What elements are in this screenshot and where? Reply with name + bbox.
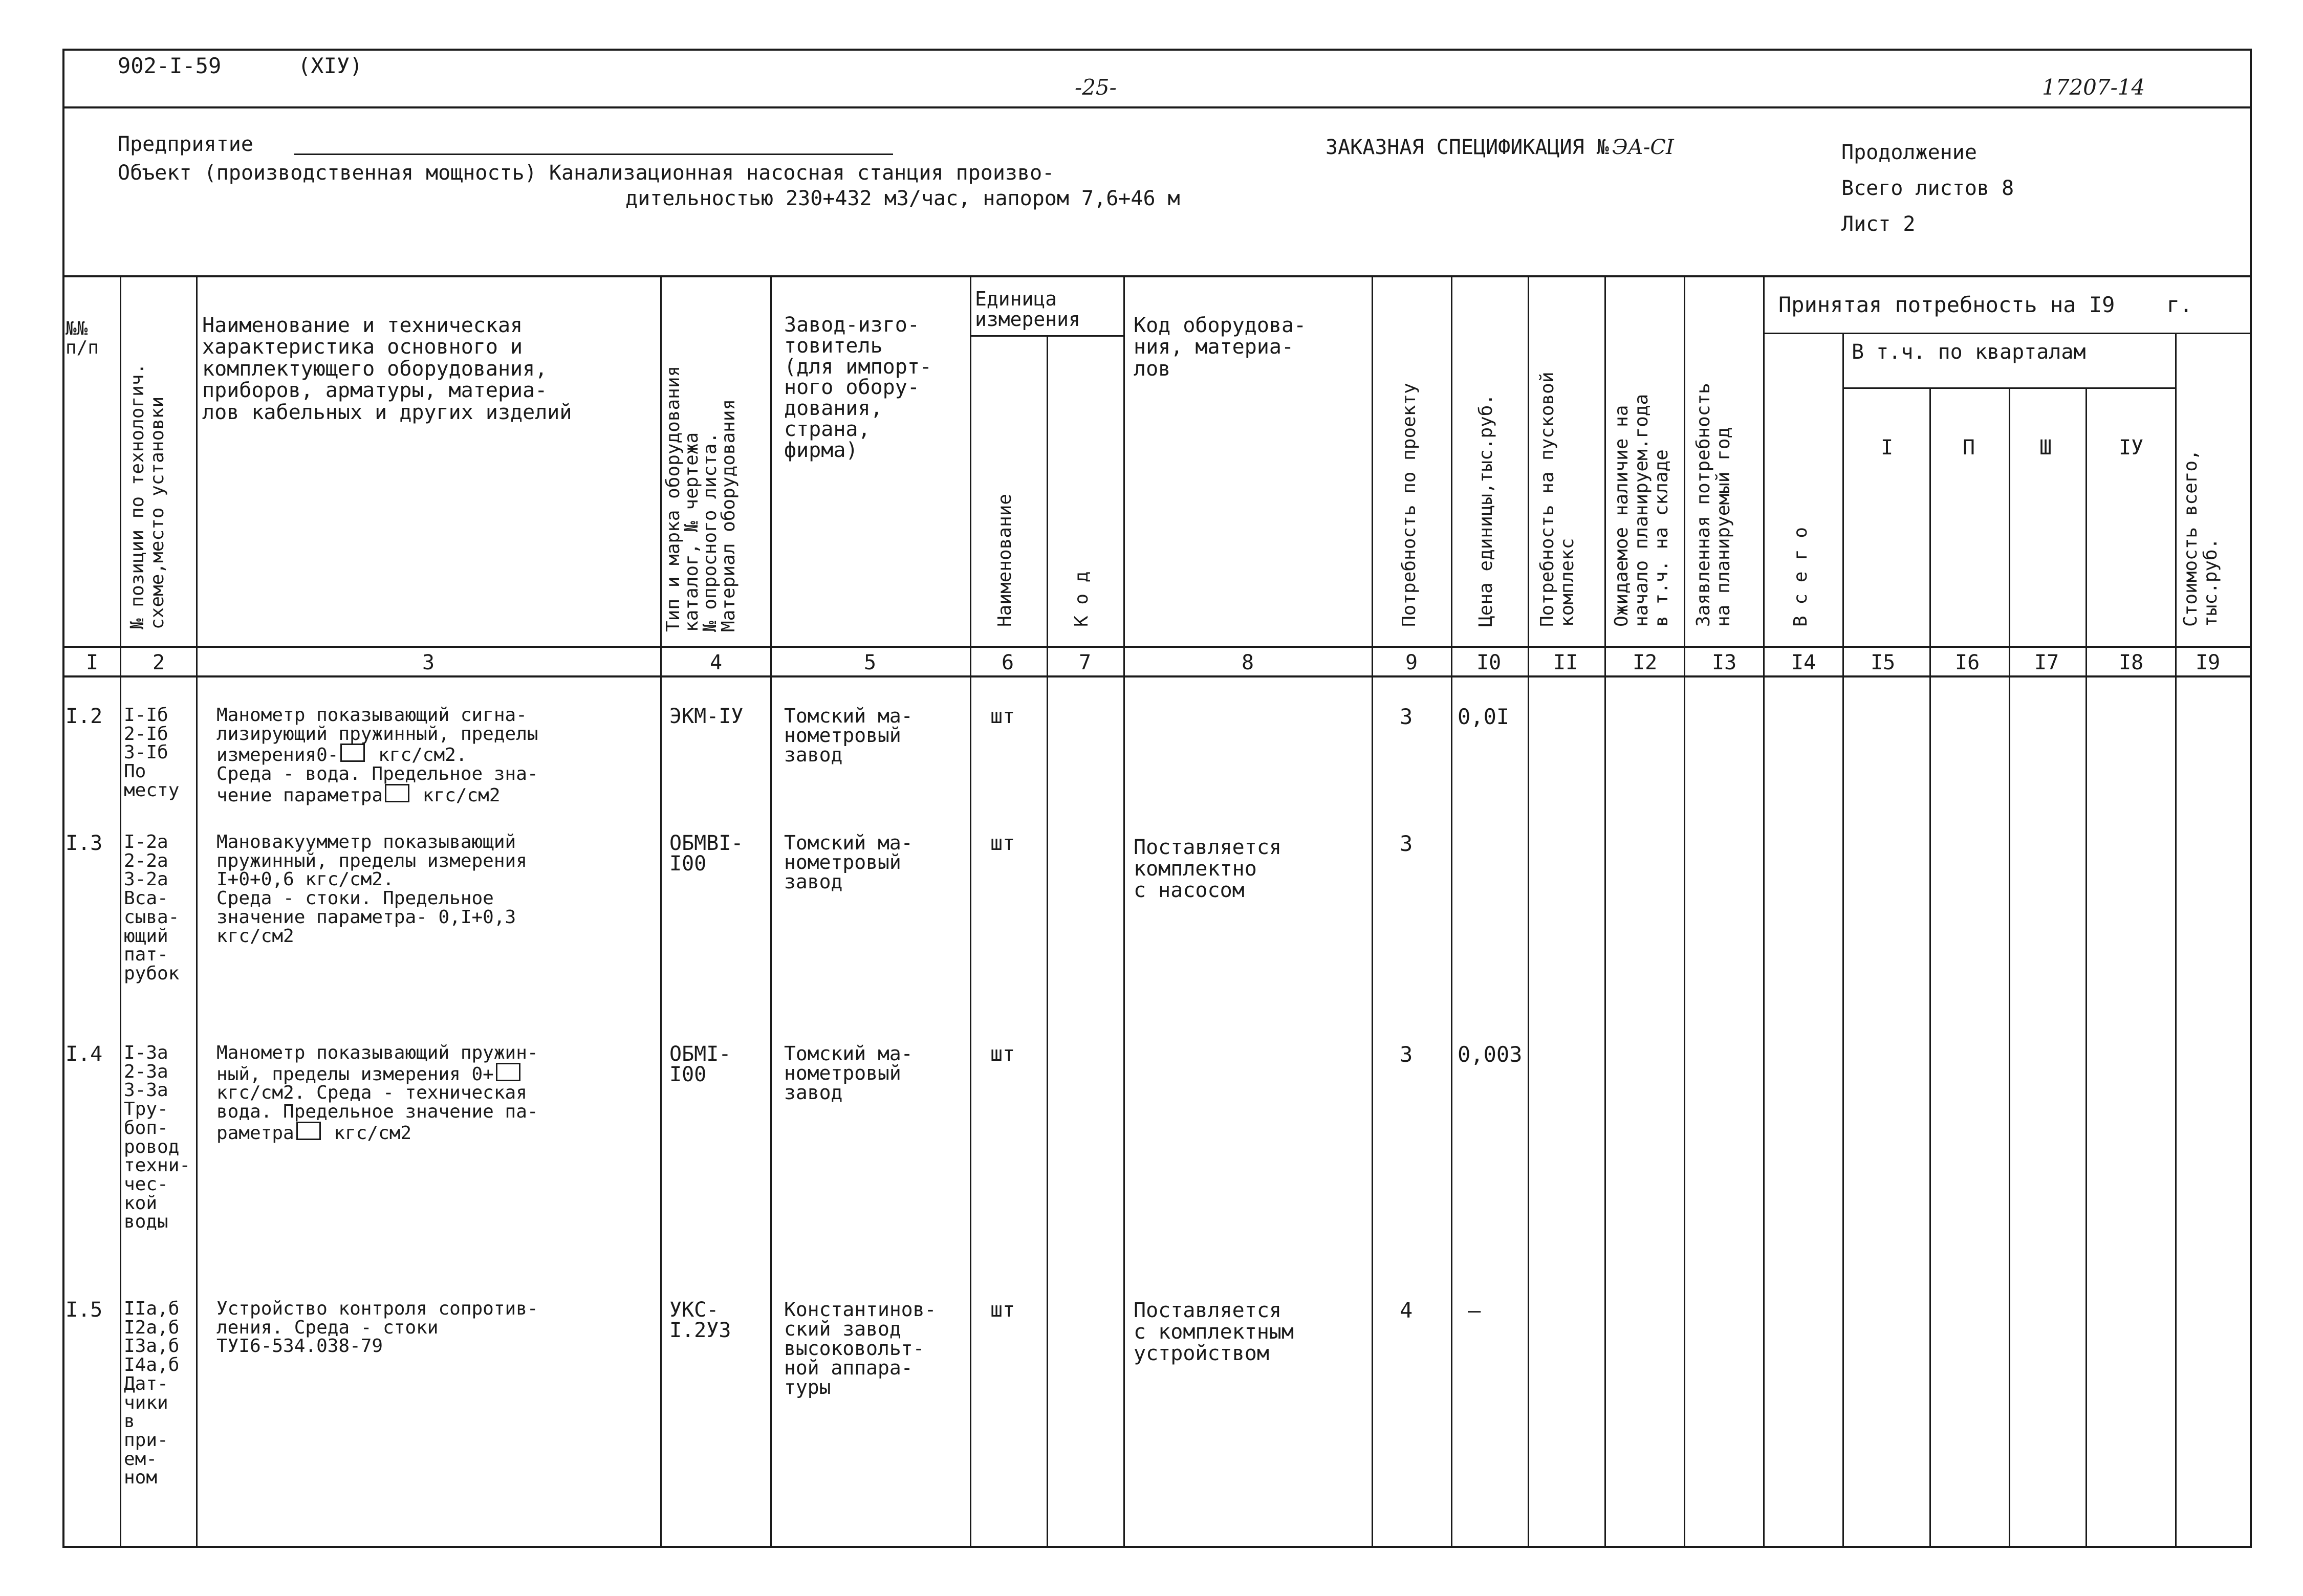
column-number: II: [1553, 651, 1578, 674]
table-row-number: I.3: [66, 832, 103, 855]
col-divider: [1451, 275, 1452, 1548]
header-quarter-3: Ш: [2039, 436, 2052, 460]
table-row-number: I.4: [66, 1042, 103, 1066]
column-number: I7: [2034, 651, 2059, 674]
column-number: 3: [422, 651, 435, 674]
description-text: Манометр показывающий сигна- лизирующий пружинный, пределы измерения0-: [216, 705, 538, 766]
table-row-manufacturer: Томский ма- нометровый завод: [784, 832, 913, 893]
header-project-need: Потребность по проекту: [1399, 383, 1420, 627]
table-row-unit: шт: [990, 832, 1015, 855]
object-line-2: дительностью 230+432 м3/час, напором 7,6+46 м: [625, 187, 1180, 210]
header-name-characteristics: Наименование и техническая характеристика основного и комплектующего оборудования, приборов, арматуры, материа- лов кабельных и других изделий: [202, 314, 572, 424]
header-unit-price: Цена единицы,тыс.руб.: [1475, 393, 1496, 627]
header-equipment-code: Код оборудова- ния, материа- лов: [1134, 314, 1307, 381]
header-unit-code: К о д: [1071, 571, 1092, 627]
table-row-number: I.5: [66, 1298, 103, 1322]
sheet-number: Лист 2: [1841, 212, 1916, 236]
col-divider: [1929, 387, 1931, 1548]
column-number: 5: [864, 651, 877, 674]
column-number: 9: [1405, 651, 1418, 674]
column-number: I8: [2119, 651, 2144, 674]
header-declared-need: Заявленная потребность на планируемый год: [1693, 383, 1734, 627]
header-quarter-group: В т.ч. по кварталам: [1852, 340, 2086, 364]
top-strip-divider: [62, 106, 2252, 108]
table-row-quantity: 3: [1400, 1042, 1413, 1067]
accepted-group-divider: [1763, 333, 2252, 334]
table-row-equipment-code: Поставляется комплектно с насосом: [1134, 836, 1281, 902]
table-row-unit: шт: [990, 705, 1015, 728]
col-divider: [1528, 275, 1529, 1548]
header-row-number: №№ п/п: [66, 318, 99, 358]
header-total: В с е г о: [1790, 527, 1811, 627]
table-row-manufacturer: Томский ма- нометровый завод: [784, 705, 913, 766]
header-quarter-1: I: [1881, 436, 1894, 460]
column-number: I6: [1955, 651, 1980, 674]
header-position: № позиции по технологич. схеме,место установки: [127, 363, 168, 629]
column-number: I: [86, 651, 99, 674]
column-number: 7: [1079, 651, 1092, 674]
column-number: I0: [1476, 651, 1502, 674]
spec-label: ЗАКАЗНАЯ СПЕЦИФИКАЦИЯ №: [1326, 136, 1609, 159]
table-row-price: 0,0I: [1458, 704, 1510, 729]
spec-number: ЭА-СI: [1612, 136, 1674, 159]
header-accepted-group: Принятая потребность на I9 г.: [1778, 292, 2193, 317]
header-quarter-2: П: [1963, 436, 1975, 460]
header-unit-group: Единица измерения: [975, 288, 1080, 331]
table-row-type: ЭКМ-IУ: [669, 705, 744, 728]
col-divider: [1684, 275, 1685, 1548]
table-row-manufacturer: Константинов- ский завод высоковольт- ной аппара- туры: [784, 1298, 937, 1398]
column-number: I4: [1791, 651, 1816, 674]
inventory-number: 17207-14: [2042, 75, 2145, 100]
description-text: кгс/см2: [411, 784, 501, 806]
table-row-quantity: 4: [1400, 1298, 1413, 1323]
table-row-position: I-2а 2-2а 3-2а Вса- сыва- ющий пат- рубок: [124, 832, 180, 985]
page-number: -25-: [1075, 75, 1117, 100]
table-row-price: 0,003: [1458, 1042, 1523, 1067]
table-top-border: [62, 275, 2252, 277]
table-row-type: ОБМI- I00: [669, 1042, 731, 1086]
number-row-border: [62, 675, 2252, 677]
col-divider: [120, 275, 121, 1548]
table-row-type: ОБМВI- I00: [669, 832, 744, 876]
header-type-brand: Тип и марка оборудования каталог, № чертежа № опросного листа. Материал оборудования: [663, 365, 739, 632]
table-row-type: УКС- I.2УЗ: [669, 1298, 731, 1342]
column-number: 4: [710, 651, 723, 674]
album-number: (XIУ): [298, 53, 363, 78]
header-expected-stock: Ожидаемое наличие на начало планируем.года в т.ч. на складе: [1611, 393, 1672, 627]
continuation-label: Продолжение: [1841, 141, 1977, 164]
description-text: кгс/см2: [322, 1122, 412, 1144]
col-divider: [1123, 275, 1125, 1548]
column-number: 6: [1002, 651, 1014, 674]
description-text: кгс/см2. Среда - вода. Предельное зна- чение параметра: [216, 745, 538, 806]
header-quarter-4: IУ: [2119, 436, 2144, 460]
table-row-position: I-Iб 2-Iб 3-Iб По месту: [124, 705, 180, 801]
object-line-1: Объект (производственная мощность) Канализационная насосная станция произво-: [118, 161, 1055, 185]
total-sheets: Всего листов 8: [1841, 177, 2014, 200]
column-number: I5: [1871, 651, 1896, 674]
enterprise-label: Предприятие: [118, 133, 253, 156]
col-divider: [1763, 275, 1765, 1548]
blank-value-box: [385, 784, 409, 802]
table-row-price: –: [1468, 1298, 1481, 1323]
table-row-position: I-3а 2-3а 3-3а Тру- боп- ровод техни- чес- кой воды: [124, 1042, 191, 1233]
table-row-equipment-code: Поставляется с комплектным устройством: [1134, 1299, 1294, 1365]
column-number: I9: [2196, 651, 2221, 674]
col-divider: [2175, 333, 2177, 1548]
table-row-description: Устройство контроля сопротив- ления. Среда - стоки ТУI6-534.038-79: [216, 1298, 538, 1357]
description-text: Манометр показывающий пружин- ный, пределы измерения 0+: [216, 1042, 538, 1085]
header-startup-need: Потребность на пусковой комплекс: [1537, 371, 1578, 627]
col-divider: [196, 275, 198, 1548]
col-divider: [1842, 333, 1844, 1548]
blank-value-box: [340, 744, 365, 762]
table-row-number: I.2: [66, 705, 103, 728]
document-code: 902-I-59: [118, 53, 222, 78]
col-divider: [1047, 335, 1048, 1548]
table-row-description: [216, 706, 538, 805]
table-row-unit: шт: [990, 1298, 1015, 1322]
table-row-description: [216, 1044, 538, 1143]
table-row-position: IIа,б I2а,б I3а,б I4а,б Дат- чики в при- ем- ном: [124, 1298, 180, 1489]
table-row-manufacturer: Томский ма- нометровый завод: [784, 1042, 913, 1104]
header-bottom-border: [62, 646, 2252, 648]
header-manufacturer: Завод-изго- товитель (для импорт- ного обору- дования, страна, фирма): [784, 313, 932, 462]
blank-value-box: [496, 1063, 520, 1081]
col-divider: [970, 275, 971, 1548]
table-row-quantity: 3: [1400, 831, 1413, 856]
table-row-description: Мановакуумметр показывающий пружинный, пределы измерения I+0+0,6 кгс/см2. Среда - стоки. Предельное значение параметра- 0,I+0,3 кгс/см2: [216, 832, 527, 947]
column-number: I3: [1712, 651, 1737, 674]
column-number: 2: [153, 651, 165, 674]
col-divider: [2085, 387, 2087, 1548]
column-number: I2: [1633, 651, 1658, 674]
header-unit-name: Наименование: [994, 493, 1015, 627]
col-divider: [770, 275, 772, 1548]
col-divider: [2009, 387, 2010, 1548]
header-total-cost: Стоимость всего, тыс.руб.: [2180, 449, 2221, 627]
table-row-quantity: 3: [1400, 704, 1413, 729]
col-divider: [1604, 275, 1606, 1548]
description-text: кгс/см2. Среда - техническая вода. Предельное значение па- раметра: [216, 1082, 538, 1144]
col-divider: [660, 275, 662, 1548]
col-divider: [1372, 275, 1373, 1548]
blank-value-box: [296, 1122, 321, 1140]
enterprise-underline: [294, 154, 893, 155]
table-row-unit: шт: [990, 1042, 1015, 1066]
column-number: 8: [1242, 651, 1254, 674]
